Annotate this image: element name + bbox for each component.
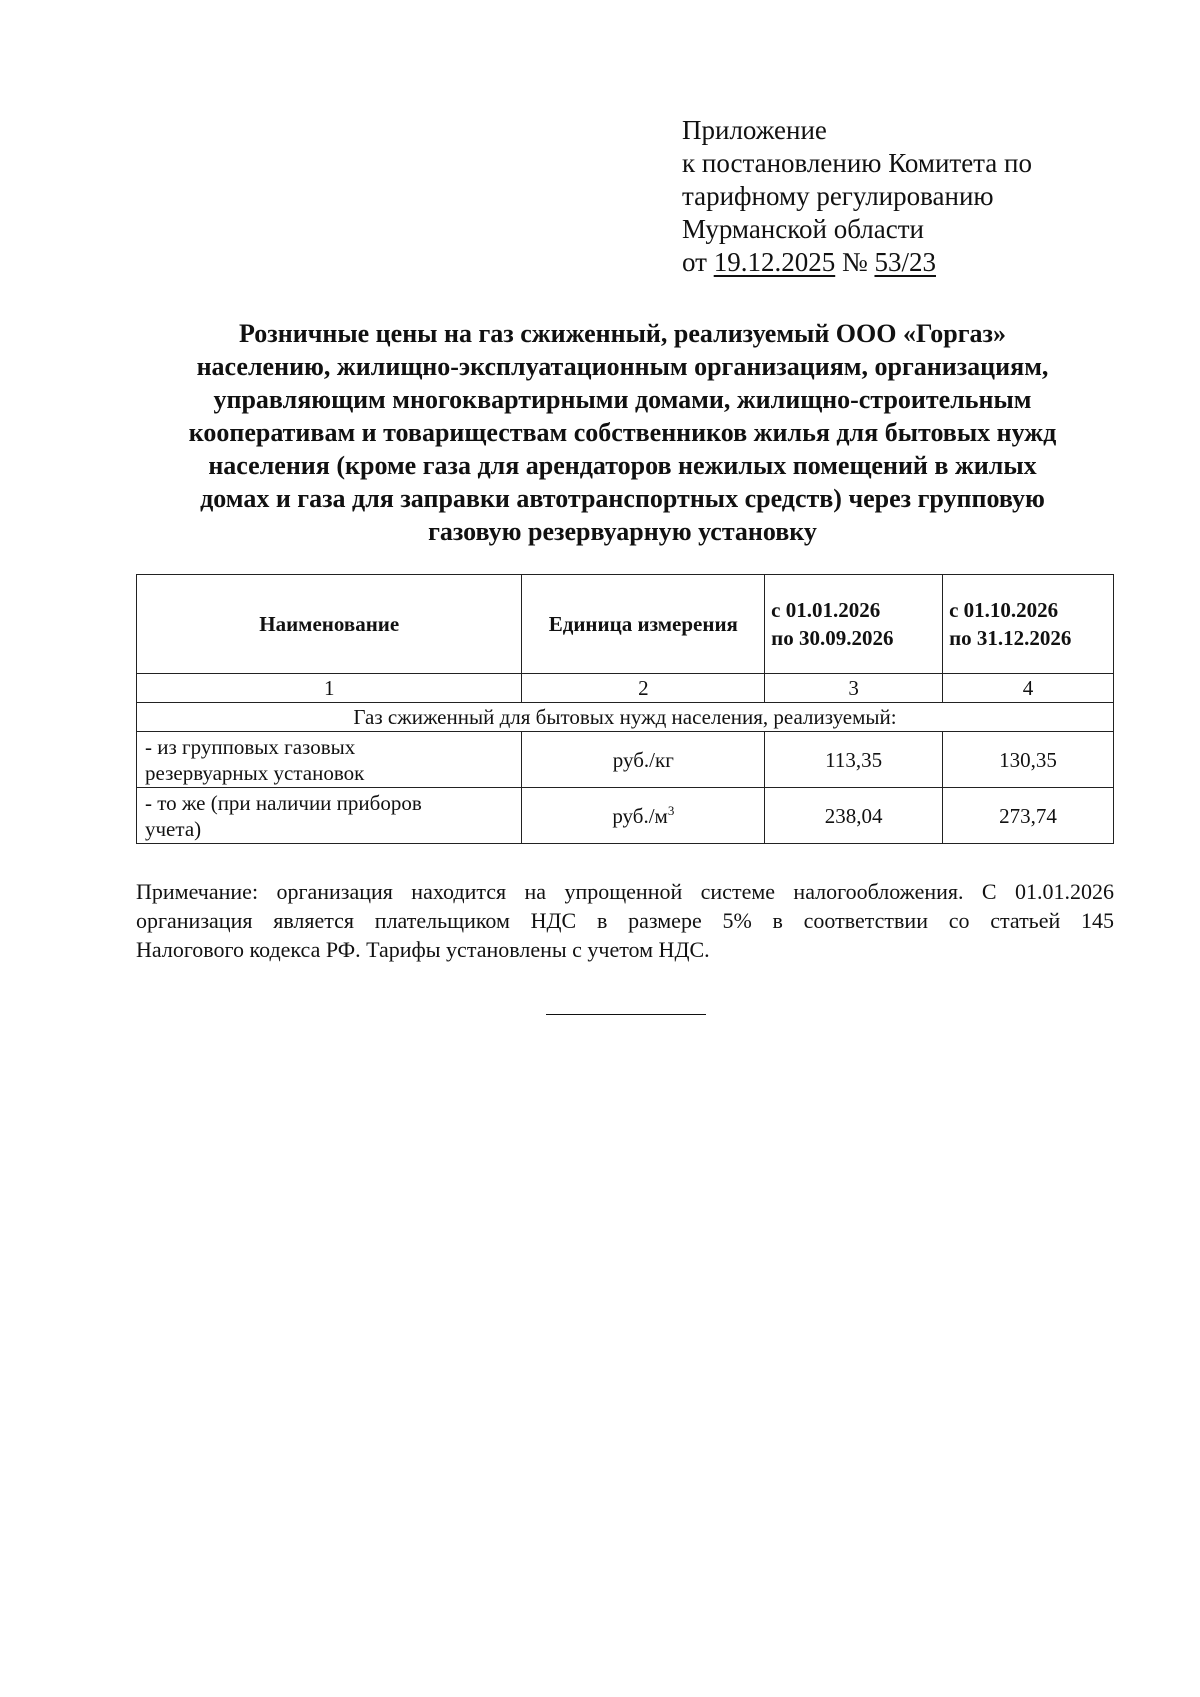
period-1-to: по 30.09.2026 xyxy=(771,626,894,650)
header-unit: Единица измерения xyxy=(522,575,765,674)
resolution-number: 53/23 xyxy=(874,247,936,277)
section-row xyxy=(137,703,1114,732)
appendix-block xyxy=(682,114,1152,279)
note-line: Примечание: организация находится на упрощенной системе налогообложения. С 01.01.2026 xyxy=(136,879,1114,904)
row-name xyxy=(137,788,522,844)
row-name-line: - из групповых газовых xyxy=(145,734,356,759)
resolution-date: 19.12.2025 xyxy=(713,247,836,277)
unit-text: руб./м xyxy=(612,803,668,828)
row-name xyxy=(137,732,522,788)
date-prefix: от xyxy=(682,247,707,277)
row-name-line: учета) xyxy=(145,816,202,841)
column-number: 4 xyxy=(943,674,1114,703)
column-number: 3 xyxy=(765,674,943,703)
note-line: организация является плательщиком НДС в размере 5% в соответствии со статьей 145 xyxy=(136,908,1114,933)
table-header-row xyxy=(137,575,1114,674)
row-price-period-1: 113,35 xyxy=(765,732,943,788)
header-period-1 xyxy=(765,575,943,674)
row-price-period-1: 238,04 xyxy=(765,788,943,844)
header-name: Наименование xyxy=(137,575,522,674)
period-2-to: по 31.12.2026 xyxy=(949,626,1072,650)
appendix-line: к постановлению Комитета по xyxy=(682,148,1032,178)
title-line: Розничные цены на газ сжиженный, реализуемый ООО «Горгаз» xyxy=(239,319,1006,348)
appendix-line: тарифному регулированию xyxy=(682,181,994,211)
table-row xyxy=(137,732,1114,788)
title-line: кооперативам и товариществам собственников жилья для бытовых нужд xyxy=(188,418,1057,447)
row-unit xyxy=(522,732,765,788)
note-line: Налогового кодекса РФ. Тарифы установлены с учетом НДС. xyxy=(136,937,710,962)
title-line: управляющим многоквартирными домами, жилищно-строительным xyxy=(213,385,1032,414)
section-title: Газ сжиженный для бытовых нужд населения, реализуемый: xyxy=(137,703,1114,732)
document-title xyxy=(135,317,1110,548)
unit-text: руб./кг xyxy=(612,747,674,772)
column-number-row xyxy=(137,674,1114,703)
row-name-line: резервуарных установок xyxy=(145,760,365,785)
appendix-line: Мурманской области xyxy=(682,214,924,244)
unit-superscript: 3 xyxy=(667,802,675,818)
table-row xyxy=(137,788,1114,844)
title-line: газовую резервуарную установку xyxy=(428,517,817,546)
column-number: 1 xyxy=(137,674,522,703)
row-price-period-2: 130,35 xyxy=(943,732,1114,788)
end-divider xyxy=(546,1014,706,1015)
period-2-from: с 01.10.2026 xyxy=(949,598,1059,622)
column-number: 2 xyxy=(522,674,765,703)
title-line: домах и газа для заправки автотранспортных средств) через групповую xyxy=(200,484,1045,513)
row-price-period-2: 273,74 xyxy=(943,788,1114,844)
period-1-from: с 01.01.2026 xyxy=(771,598,881,622)
appendix-date-line xyxy=(682,246,1152,279)
title-line: населения (кроме газа для арендаторов нежилых помещений в жилых xyxy=(208,451,1037,480)
appendix-line: Приложение xyxy=(682,115,827,145)
note-paragraph xyxy=(136,877,1114,964)
number-prefix: № xyxy=(841,247,868,277)
header-period-2 xyxy=(943,575,1114,674)
row-name-line: - то же (при наличии приборов xyxy=(145,790,422,815)
tariff-table xyxy=(136,574,1114,844)
title-line: населению, жилищно-эксплуатационным организациям, организациям, xyxy=(196,352,1049,381)
row-unit xyxy=(522,788,765,844)
